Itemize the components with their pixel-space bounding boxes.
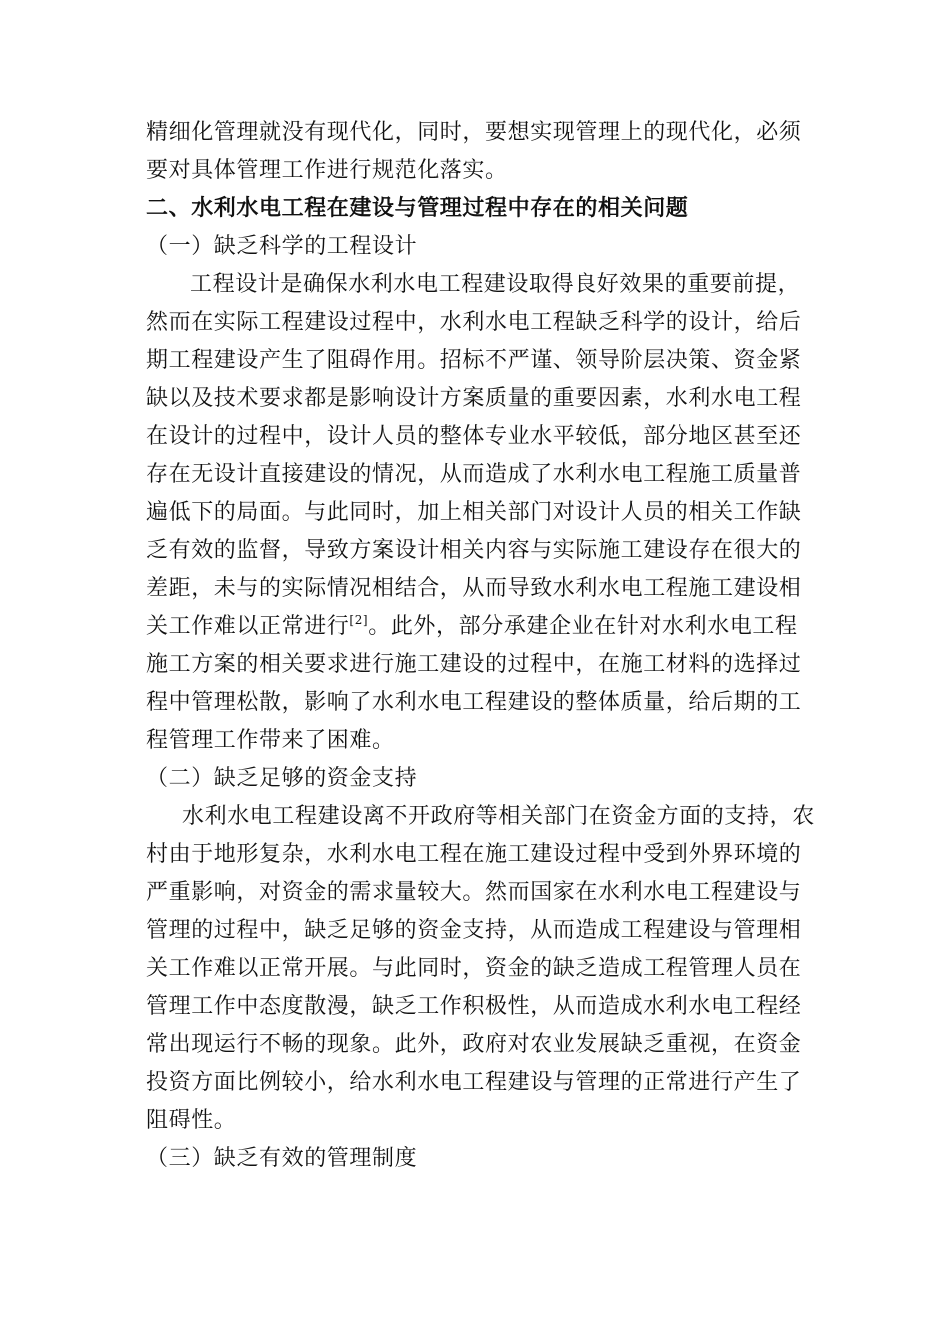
paragraph-line: 管理工作中态度散漫，缺乏工作积极性，从而造成水利水电工程经 xyxy=(146,994,802,1019)
paragraph-line: 常出现运行不畅的现象。此外，政府对农业发展缺乏重视，在资金 xyxy=(146,1032,802,1057)
paragraph-line: 村由于地形复杂，水利水电工程在施工建设过程中受到外界环境的 xyxy=(146,842,802,867)
paragraph-line: 工程设计是确保水利水电工程建设取得良好效果的重要前提， xyxy=(190,272,801,297)
paragraph-line: 严重影响，对资金的需求量较大。然而国家在水利水电工程建设与 xyxy=(146,880,802,905)
paragraph-line: 关工作难以正常开展。与此同时，资金的缺乏造成工程管理人员在 xyxy=(146,956,802,981)
paragraph-line: 存在无设计直接建设的情况，从而造成了水利水电工程施工质量普 xyxy=(146,462,802,487)
paragraph-line: 缺以及技术要求都是影响设计方案质量的重要因素，水利水电工程 xyxy=(146,386,802,411)
citation-ref: [2] xyxy=(349,613,369,627)
subsection-heading: （三）缺乏有效的管理制度 xyxy=(146,1146,418,1171)
paragraph-line: 差距，未与的实际情况相结合，从而导致水利水电工程施工建设相 xyxy=(146,576,802,601)
paragraph-line: 精细化管理就没有现代化，同时，要想实现管理上的现代化，必须 xyxy=(146,120,802,145)
paragraph-line: 管理的过程中，缺乏足够的资金支持，从而造成工程建设与管理相 xyxy=(146,918,802,943)
paragraph-text: 。此外，部分承建企业在针对水利水电工程 xyxy=(368,614,798,639)
paragraph-line: 程中管理松散，影响了水利水电工程建设的整体质量，给后期的工 xyxy=(146,690,802,715)
paragraph-line: 施工方案的相关要求进行施工建设的过程中，在施工材料的选择过 xyxy=(146,652,802,677)
paragraph-line: 然而在实际工程建设过程中，水利水电工程缺乏科学的设计，给后 xyxy=(146,310,802,335)
paragraph-line: 程管理工作带来了困难。 xyxy=(146,728,395,753)
paragraph-line: 乏有效的监督，导致方案设计相关内容与实际施工建设存在很大的 xyxy=(146,538,802,563)
paragraph-line: 水利水电工程建设离不开政府等相关部门在资金方面的支持，农 xyxy=(182,804,815,829)
subsection-heading: （二）缺乏足够的资金支持 xyxy=(146,766,418,791)
paragraph-line: 遍低下的局面。与此同时，加上相关部门对设计人员的相关工作缺 xyxy=(146,500,802,525)
paragraph-line: 要对具体管理工作进行规范化落实。 xyxy=(146,158,508,183)
paragraph-line-with-citation xyxy=(146,608,798,646)
paragraph-line: 投资方面比例较小，给水利水电工程建设与管理的正常进行产生了 xyxy=(146,1070,802,1095)
subsection-heading: （一）缺乏科学的工程设计 xyxy=(146,234,418,259)
section-heading: 二、水利水电工程在建设与管理过程中存在的相关问题 xyxy=(146,196,689,221)
paragraph-line: 阻碍性。 xyxy=(146,1108,237,1133)
paragraph-text: 关工作难以正常进行 xyxy=(146,614,350,639)
paragraph-line: 期工程建设产生了阻碍作用。招标不严谨、领导阶层决策、资金紧 xyxy=(146,348,802,373)
paragraph-line: 在设计的过程中，设计人员的整体专业水平较低，部分地区甚至还 xyxy=(146,424,802,449)
